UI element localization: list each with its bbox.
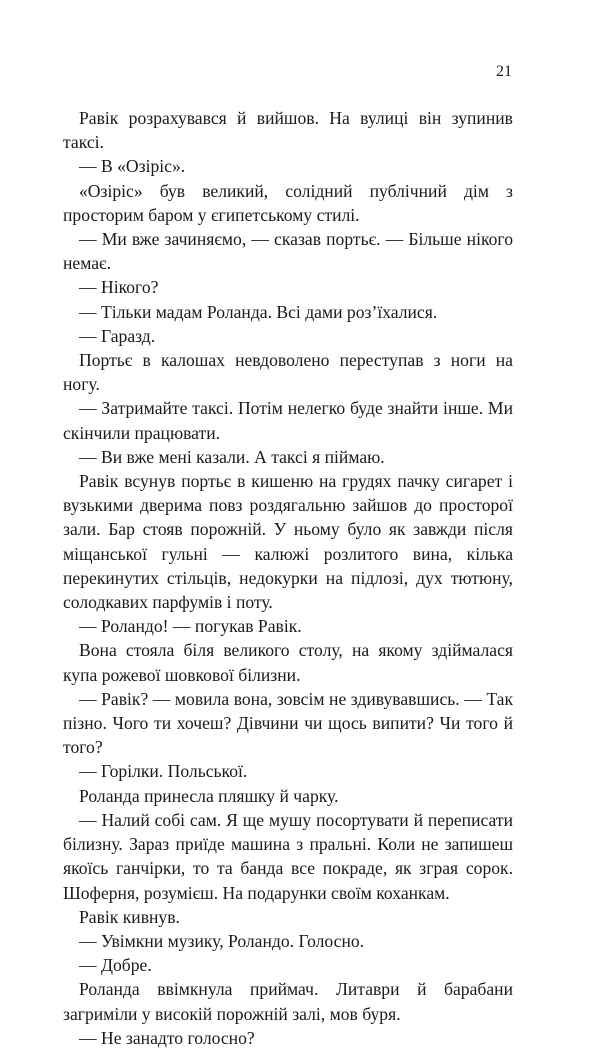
paragraph: «Озіріс» був великий, солідний публічний дім з просторим баром у єгипетському стилі. (63, 180, 513, 225)
paragraph: — Не занадто голосно? (79, 1027, 255, 1048)
paragraph: — Ви вже мені казали. А таксі я піймаю. (79, 446, 385, 467)
paragraph: — Ми вже зачиняємо, — сказав портьє. — Більше нікого немає. (63, 229, 513, 274)
paragraph: Портьє в калошах невдоволено переступав з ноги на ногу. (63, 350, 513, 395)
paragraph: Роланда ввімкнула приймач. Литаври й барабани загриміли у високій порожній залі, мов буря. (63, 979, 513, 1024)
paragraph: — Горілки. Польської. (79, 761, 248, 782)
paragraph: Вона стояла біля великого столу, на якому здіймалася купа рожевої шовкової білизни. (63, 640, 513, 685)
paragraph: — Увімкни музику, Роландо. Голосно. (79, 930, 365, 951)
paragraph: — Тільки мадам Роланда. Всі дами роз’їхалися. (79, 301, 438, 322)
text-body (63, 106, 513, 1050)
paragraph: Равік всунув портьє в кишеню на грудях пачку сигарет і вузькими дверима повз роздягальню зайшов до просторої зали. Бар стояв порожній. У ньому було як завжди після міщанської гульні — калюжі розлитого вина, кілька перекинутих стільців, недокурки на підлозі, дух тютюну, солодкавих парфумів і поту. (63, 471, 513, 613)
paragraph: Равік розрахувався й вийшов. На вулиці він зупинив таксі. (63, 108, 513, 153)
paragraph: Равік кивнув. (79, 906, 180, 927)
paragraph: — Затримайте таксі. Потім нелегко буде знайти інше. Ми скінчили працювати. (63, 398, 513, 443)
paragraph: Роланда принесла пляшку й чарку. (79, 785, 339, 806)
paragraph: — Гаразд. (79, 325, 156, 346)
paragraph: — Роландо! — погукав Равік. (79, 616, 302, 637)
paragraph: — Равік? — мовила вона, зовсім не здивувавшись. — Так пізно. Чого ти хочеш? Дівчини чи щось випити? Чи того й того? (63, 688, 513, 758)
paragraph: — Налий собі сам. Я ще мушу посортувати й переписати білизну. Зараз приїде машина з пральні. Коли не запишеш якоїсь ганчірки, то та банда все покраде, як зграя сорок. Шоферня, розумієш. На подарунки своїм коханкам. (63, 809, 513, 903)
paragraph: — В «Озіріс». (79, 156, 186, 177)
page-number: 21 (496, 63, 512, 80)
paragraph: — Нікого? (79, 277, 159, 298)
paragraph: — Добре. (79, 955, 152, 976)
